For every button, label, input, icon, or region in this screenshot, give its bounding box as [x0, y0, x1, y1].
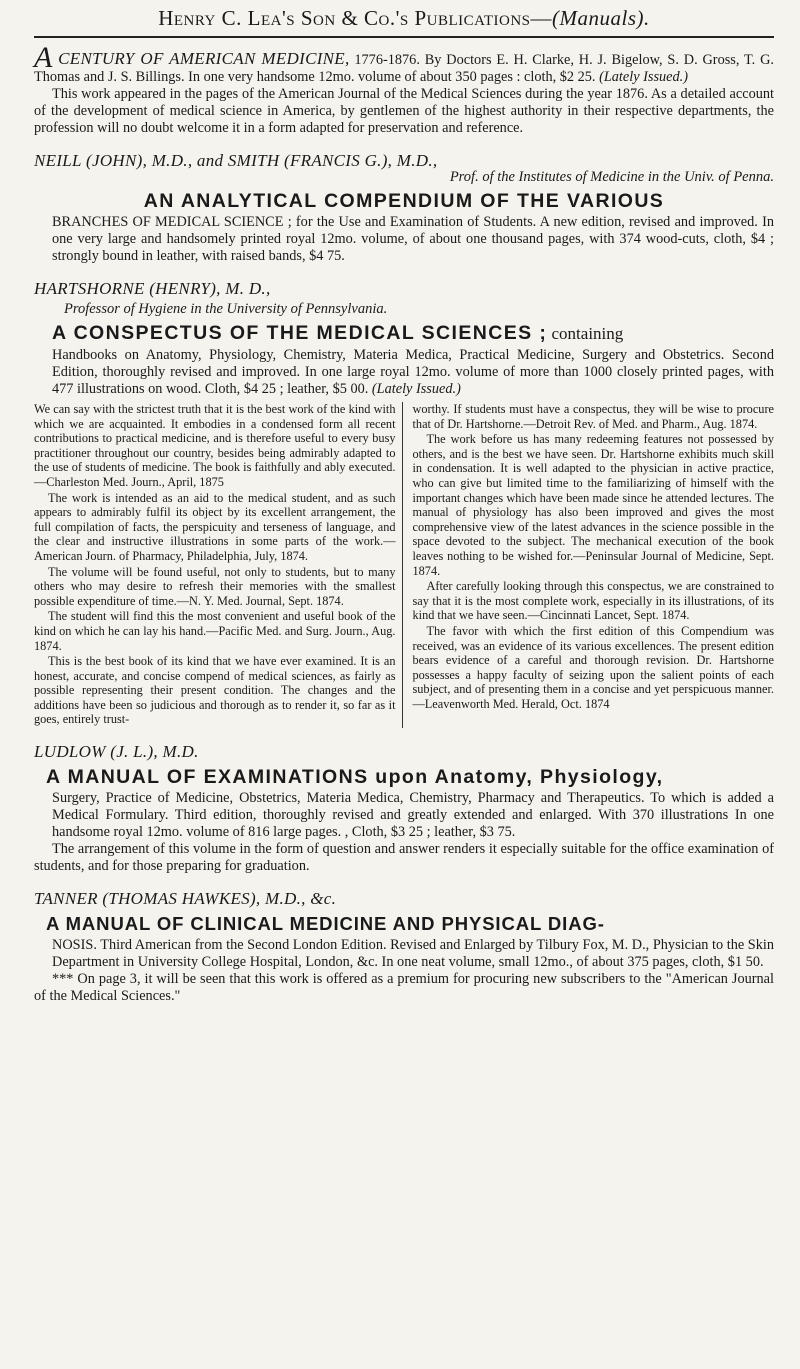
title-tail: containing: [547, 324, 624, 343]
review-quote: After carefully looking through this conspectus, we are constrained to say that it is the most complete work, especially in its illustrations, of its kind that we have seen.—Cincinnati Lancet, Sept. 1874.: [412, 579, 774, 623]
review-quote: We can say with the strictest truth that it is the best work of the kind with which we are acquainted. It embodies in a condensed form all recent contributions to practical medicine, and is therefore useful to every busy practitioner throughout our country, besides being admirably adapted to the use of students of medicine. The book is faithfully and ably executed.—Charleston Med. Journ., April, 1875: [34, 402, 396, 489]
book-description: This work appeared in the pages of the American Journal of the Medical Sciences during the year 1876. As a detailed account of the development of medical science in America, by gentlemen of the highest authority in their respective departments, the profession will no doubt welcome it in a form adapted for preservation and reference.: [34, 86, 774, 136]
section-label: (Manuals).: [552, 6, 650, 30]
review-quote: This is the best book of its kind that we have ever examined. It is an honest, accurate, and concise compend of medical sciences, as fairly as possible representing their present condition. The changes and the additions have been so judicious and thorough as to render it, so far as it goes, entirely trust-: [34, 654, 396, 727]
entry-neill-smith: [34, 151, 774, 265]
review-quote: The student will find this the most convenient and useful book of the kind on which he can lay his hand.—Pacific Med. and Surg. Journ., Aug. 1874.: [34, 609, 396, 653]
book-description: BRANCHES OF MEDICAL SCIENCE ; for the Use and Examination of Students. A new edition, revised and improved. In one very large and handsomely printed royal 12mo. volume, of about one thousand pages, with 374 wood-cuts, cloth, $4 ; strongly bound in leather, with raised bands, $4 75.: [52, 214, 774, 264]
review-quote: The favor with which the first edition of this Compendium was received, was an evidence of its various excellences. The present edition bears evidence of a careful and thorough revision. Dr. Hartshorne possesses a happy faculty of seizing upon the salient points of each subject, and of presenting them in a concise and yet perspicuous manner.—Leavenworth Med. Herald, Oct. 1874: [412, 623, 774, 711]
author-line: NEILL (JOHN), M.D., and SMITH (FRANCIS G.), M.D.,: [34, 151, 438, 170]
review-quote: The work is intended as an aid to the medical student, and as such appears to admirably fulfil its object by its excellent arrangement, the full compilation of facts, the perspicuity and terseness of language, and the clear and instructive illustrations in some parts of the work.—American Journ. of Pharmacy, Philadelphia, July, 1874.: [34, 490, 396, 563]
review-quote: The volume will be found useful, not only to students, but to many others who may desire to refresh their memories with the smallest possible expenditure of time.—N. Y. Med. Journal, Sept. 1874.: [34, 564, 396, 608]
review-quote: The work before us has many redeeming features not possessed by others, and is the best we have seen. Dr. Hartshorne exhibits much skill in condensation. It is well adapted to the physician in active practice, who can give but limited time to the familiarizing of himself with the important changes which have been made since he attended lectures. The manual of physiology has also been improved and gives the most comprehensive view of the latest advances in the science possible in the space devoted to the subject. The mechanical execution of the book leaves nothing to be wished for.—Peninsular Journal of Medicine, Sept. 1874.: [412, 432, 774, 578]
entry-hartshorne: [34, 279, 774, 728]
issued-status: (Lately Issued.): [599, 69, 688, 85]
review-quote: worthy. If students must have a conspectus, they will be wise to procure that of Dr. Hartshorne.—Detroit Rev. of Med. and Pharm., Aug. 1874.: [412, 402, 774, 431]
entry-heading: [34, 41, 774, 86]
publisher-heading: Henry C. Lea's Son & Co.'s Publications: [158, 6, 531, 30]
entry-century-of-american-medicine: [34, 41, 774, 137]
book-title-line: [34, 322, 774, 345]
entry-ludlow: [34, 742, 774, 875]
book-title: A MANUAL OF EXAMINATIONS upon Anatomy, Physiology,: [46, 766, 664, 789]
book-title: CENTURY OF AMERICAN MEDICINE,: [52, 49, 350, 68]
book-details: 1776-1876. By Doctors E. H. Clarke, H. J. Bigelow, S. D. Gross, T. G. Thomas and J. S. Billings. In one very handsome 12mo. volume of about 350 pages : cloth, $2 25.: [34, 52, 774, 85]
author-affiliation: Prof. of the Institutes of Medicine in the Univ. of Penna.: [449, 169, 774, 185]
author-line: LUDLOW (J. L.), M.D.: [34, 742, 199, 762]
press-reviews: [34, 402, 774, 728]
review-column-left: [34, 402, 403, 728]
entry-tanner: [34, 889, 774, 1005]
author-line: TANNER (THOMAS HAWKES), M.D., &c.: [34, 889, 337, 909]
book-details: Handbooks on Anatomy, Physiology, Chemistry, Materia Medica, Practical Medicine, Surgery and Obstetrics. Second Edition, thoroughly revised and improved. In one large royal 12mo. volume of more than 1000 closely printed pages, with 477 illustrations on wood. Cloth, $4 25 ; leather, $5 00.: [52, 347, 774, 397]
review-column-right: [413, 402, 775, 728]
book-title: A MANUAL OF CLINICAL MEDICINE AND PHYSICAL DIAG-: [46, 913, 605, 935]
issued-status: (Lately Issued.): [371, 381, 461, 397]
book-description: NOSIS. Third American from the Second London Edition. Revised and Enlarged by Tilbury Fox, M. D., Physician to the Skin Department in University College Hospital, London, &c. In one neat volume, small 12mo., of about 375 pages, cloth, $1 50.: [52, 937, 774, 971]
book-description: [34, 347, 774, 398]
book-title: AN ANALYTICAL COMPENDIUM OF THE VARIOUS: [143, 190, 665, 212]
author-affiliation: Professor of Hygiene in the University of Pennsylvania.: [64, 301, 388, 317]
premium-note: *** On page 3, it will be seen that this work is offered as a premium for procuring new subscribers to the "American Journal of the Medical Sciences.": [34, 971, 774, 1005]
book-note: The arrangement of this volume in the form of question and answer renders it especially suitable for the office examination of students, and for those preparing for graduation.: [34, 841, 774, 875]
drop-cap: A: [34, 41, 53, 74]
running-head: Henry C. Lea's Son & Co.'s Publications—(Manuals).: [34, 6, 774, 38]
book-title: A CONSPECTUS OF THE MEDICAL SCIENCES ;: [52, 322, 548, 344]
author-line: HARTSHORNE (HENRY), M. D.,: [34, 279, 271, 298]
book-description: Surgery, Practice of Medicine, Obstetrics, Materia Medica, Chemistry, Pharmacy and Therapeutics. To which is added a Medical Formulary. Third edition, thoroughly revised and greatly extended and enlarged. With 370 illustrations In one handsome royal 12mo. volume of 816 large pages. , Cloth, $3 25 ; leather, $3 75.: [52, 790, 774, 841]
